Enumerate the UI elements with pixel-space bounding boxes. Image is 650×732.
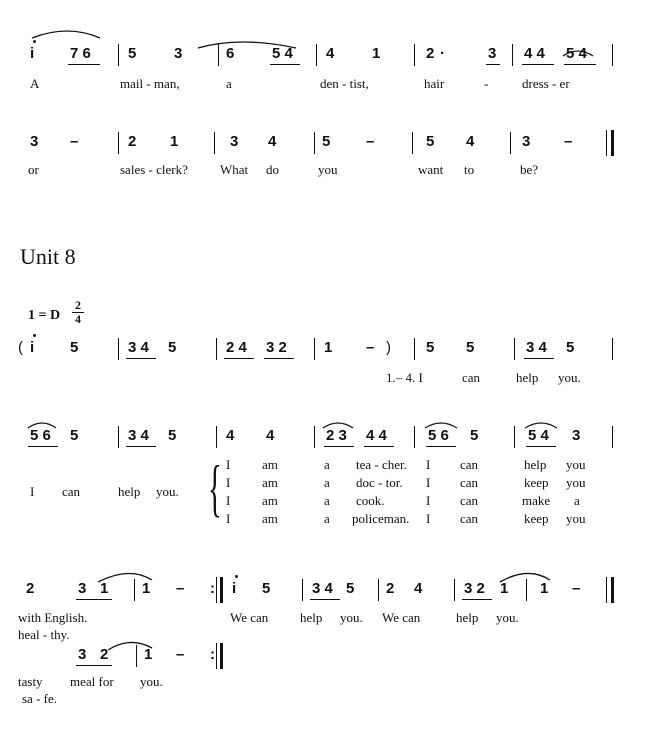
note: 5 — [426, 339, 435, 356]
note-group: 4 4 — [524, 45, 545, 62]
lyric: tasty — [18, 674, 43, 689]
eighth-underline — [28, 446, 58, 447]
lyric: I — [426, 475, 431, 490]
lyric: dress - er — [522, 76, 570, 91]
dash: – — [176, 646, 185, 663]
barline — [412, 132, 413, 154]
barline — [136, 645, 137, 667]
barline — [414, 426, 415, 448]
lyric: be? — [520, 162, 539, 177]
repeat-barline-thick — [220, 577, 223, 603]
note: 5 — [426, 133, 435, 150]
note: 5 — [70, 427, 79, 444]
note: 4 — [466, 133, 475, 150]
note-group: 5 4 — [566, 45, 587, 62]
note-group: 3 4 — [312, 580, 333, 597]
note: 3 — [488, 45, 497, 62]
note: 1 — [372, 45, 381, 62]
note: 3 — [78, 580, 87, 597]
note: 5 — [566, 339, 575, 356]
note-group: 3 4 — [128, 339, 149, 356]
note: 3 — [30, 133, 39, 150]
eighth-underline — [564, 64, 596, 65]
lyric: policeman. — [352, 511, 410, 526]
final-barline-thick — [611, 577, 614, 603]
note-group: 5 4 — [528, 427, 549, 444]
note: 3 — [572, 427, 581, 444]
lyric: We can — [230, 610, 269, 625]
lyric: I — [426, 511, 431, 526]
repeat-dots: : — [210, 646, 215, 663]
note: 5 — [168, 427, 177, 444]
note: 3 — [78, 646, 87, 663]
lyric: 1.– 4. I — [386, 370, 423, 385]
lyric: cook. — [356, 493, 385, 508]
tie-arc — [32, 31, 100, 38]
lyric: keep — [524, 511, 549, 526]
key-signature: 1 = D — [28, 308, 61, 323]
note: 5 — [262, 580, 271, 597]
note-group: 2 3 — [326, 427, 347, 444]
barline — [526, 579, 527, 601]
note-group: 3 2 — [266, 339, 287, 356]
eighth-underline — [270, 64, 300, 65]
note: i — [30, 45, 35, 62]
lyric: heal - thy. — [18, 627, 70, 642]
note-group: 2 4 — [226, 339, 247, 356]
lyric: We can — [382, 610, 421, 625]
barline — [612, 44, 613, 66]
note: 3 — [230, 133, 239, 150]
eighth-underline — [486, 64, 500, 65]
note: 1 — [500, 580, 509, 597]
lyric: can — [460, 457, 479, 472]
eighth-underline — [264, 358, 294, 359]
lyric: you — [318, 162, 338, 177]
lyric: can — [62, 484, 81, 499]
lyric: hair — [424, 76, 445, 91]
lyric: a — [324, 511, 330, 526]
high-octave-dot — [33, 334, 36, 337]
lyric: am — [262, 493, 278, 508]
note-group: 5 6 — [30, 427, 51, 444]
lyric: A — [30, 76, 40, 91]
barline — [414, 44, 415, 66]
barline — [118, 426, 119, 448]
barline — [378, 579, 379, 601]
lyric: am — [262, 511, 278, 526]
note-group: 3 4 — [526, 339, 547, 356]
eighth-underline — [224, 358, 254, 359]
lyric: or — [28, 162, 39, 177]
lyric: can — [460, 511, 479, 526]
lyric: you — [566, 511, 586, 526]
note: 2 — [386, 580, 395, 597]
repeat-dots: : — [210, 580, 215, 597]
note: 3 — [174, 45, 183, 62]
barline — [510, 132, 511, 154]
lyric: - — [484, 76, 489, 91]
barline — [514, 338, 515, 360]
dash: – — [572, 580, 581, 597]
lyric: I — [226, 511, 231, 526]
lyric: help — [524, 457, 547, 472]
barline — [216, 338, 217, 360]
repeat-barline-thin — [216, 577, 217, 603]
barline — [314, 132, 315, 154]
final-barline-thick — [611, 130, 614, 156]
lyric: I — [426, 493, 431, 508]
lyric: you. — [496, 610, 519, 625]
lyric: sa - fe. — [22, 691, 58, 706]
eighth-underline — [364, 446, 394, 447]
note: 6 — [226, 45, 235, 62]
lyric: to — [464, 162, 475, 177]
lyric: am — [262, 475, 278, 490]
barline — [612, 338, 613, 360]
barline — [454, 579, 455, 601]
high-octave-dot — [33, 40, 36, 43]
lyric: mail - man, — [120, 76, 180, 91]
lyric: sales - clerk? — [120, 162, 188, 177]
lyric: a — [574, 493, 580, 508]
barline — [216, 426, 217, 448]
lyric: I — [226, 475, 231, 490]
lyric: tea - cher. — [356, 457, 407, 472]
note: i — [232, 580, 237, 597]
barline — [218, 44, 219, 66]
note: 2 — [128, 133, 137, 150]
note-group: 5 4 — [272, 45, 293, 62]
dash: – — [366, 133, 375, 150]
dash: – — [70, 133, 79, 150]
eighth-underline — [324, 446, 354, 447]
note: 5 — [466, 339, 475, 356]
final-barline-thin — [606, 130, 607, 156]
lyric: a — [324, 457, 330, 472]
barline — [134, 579, 135, 601]
dash: – — [176, 580, 185, 597]
lyric: a — [324, 475, 330, 490]
lyric: help — [516, 370, 539, 385]
note: 1 — [540, 580, 549, 597]
barline — [118, 132, 119, 154]
note: i — [30, 339, 35, 356]
lyric: you. — [156, 484, 179, 499]
eighth-underline — [310, 599, 340, 600]
lyric: I — [226, 457, 231, 472]
lyric: den - tist, — [320, 76, 369, 91]
final-barline-thin — [606, 577, 607, 603]
lyric: am — [262, 457, 278, 472]
lyric: meal for — [70, 674, 114, 689]
eighth-underline — [126, 446, 156, 447]
time-signature — [72, 300, 84, 325]
verse-brace: { — [208, 452, 222, 523]
lyric: can — [462, 370, 481, 385]
repeat-barline-thin — [216, 643, 217, 669]
barline — [512, 44, 513, 66]
note: 4 — [226, 427, 235, 444]
lyric: you. — [558, 370, 581, 385]
lyric: I — [226, 493, 231, 508]
note: 1 — [142, 580, 151, 597]
lyric: doc - tor. — [356, 475, 403, 490]
lyric: you. — [140, 674, 163, 689]
note: 4 — [414, 580, 423, 597]
note: 3 — [522, 133, 531, 150]
lyric: a — [226, 76, 232, 91]
eighth-underline — [524, 358, 554, 359]
dash: – — [564, 133, 573, 150]
eighth-underline — [462, 599, 492, 600]
note: 4 — [268, 133, 277, 150]
lyric: you — [566, 475, 586, 490]
barline — [414, 338, 415, 360]
barline — [612, 426, 613, 448]
note: 5 — [470, 427, 479, 444]
lyric: you — [566, 457, 586, 472]
lyric: can — [460, 493, 479, 508]
note: 5 — [322, 133, 331, 150]
dash: – — [366, 339, 375, 356]
open-paren: ( — [18, 339, 23, 356]
note: 5 — [346, 580, 355, 597]
lyric: keep — [524, 475, 549, 490]
lyric: help — [300, 610, 323, 625]
eighth-underline — [126, 358, 156, 359]
eighth-underline — [76, 665, 112, 666]
note: 1 — [324, 339, 333, 356]
note-group: 3 2 — [464, 580, 485, 597]
note: 4 — [266, 427, 275, 444]
eighth-underline — [522, 64, 554, 65]
eighth-underline — [68, 64, 100, 65]
lyric: What — [220, 162, 249, 177]
time-signature-top: 2 — [75, 298, 81, 312]
note: 5 — [168, 339, 177, 356]
barline — [118, 338, 119, 360]
lyric: help — [456, 610, 479, 625]
barline — [514, 426, 515, 448]
eighth-underline — [76, 599, 112, 600]
note-group: 4 4 — [366, 427, 387, 444]
note: 2 — [100, 646, 109, 663]
barline — [316, 44, 317, 66]
repeat-barline-thick — [220, 643, 223, 669]
note: 5 — [70, 339, 79, 356]
note-group: 7 6 — [70, 45, 91, 62]
note: 1 — [170, 133, 179, 150]
eighth-underline — [526, 446, 556, 447]
eighth-underline — [426, 446, 456, 447]
barline — [314, 426, 315, 448]
note-group: 5 6 — [428, 427, 449, 444]
close-paren: ) — [386, 339, 391, 356]
lyric: help — [118, 484, 141, 499]
note-group: 3 4 — [128, 427, 149, 444]
time-signature-bottom: 4 — [75, 312, 81, 326]
lyric: can — [460, 475, 479, 490]
barline — [314, 338, 315, 360]
dotted-note-mark: · — [440, 45, 445, 62]
section-title: Unit 8 — [20, 244, 76, 269]
note: 2 — [426, 45, 435, 62]
high-octave-dot — [235, 575, 238, 578]
note: 4 — [326, 45, 335, 62]
lyric: a — [324, 493, 330, 508]
note: 1 — [144, 646, 153, 663]
note: 5 — [128, 45, 137, 62]
lyric: I — [30, 484, 35, 499]
barline — [214, 132, 215, 154]
lyric: do — [266, 162, 279, 177]
note: 1 — [100, 580, 109, 597]
lyric: you. — [340, 610, 363, 625]
note: 2 — [26, 580, 35, 597]
lyric: want — [418, 162, 444, 177]
barline — [302, 579, 303, 601]
barline — [118, 44, 119, 66]
lyric: I — [426, 457, 431, 472]
lyric: with English. — [18, 610, 88, 625]
lyric: make — [522, 493, 551, 508]
